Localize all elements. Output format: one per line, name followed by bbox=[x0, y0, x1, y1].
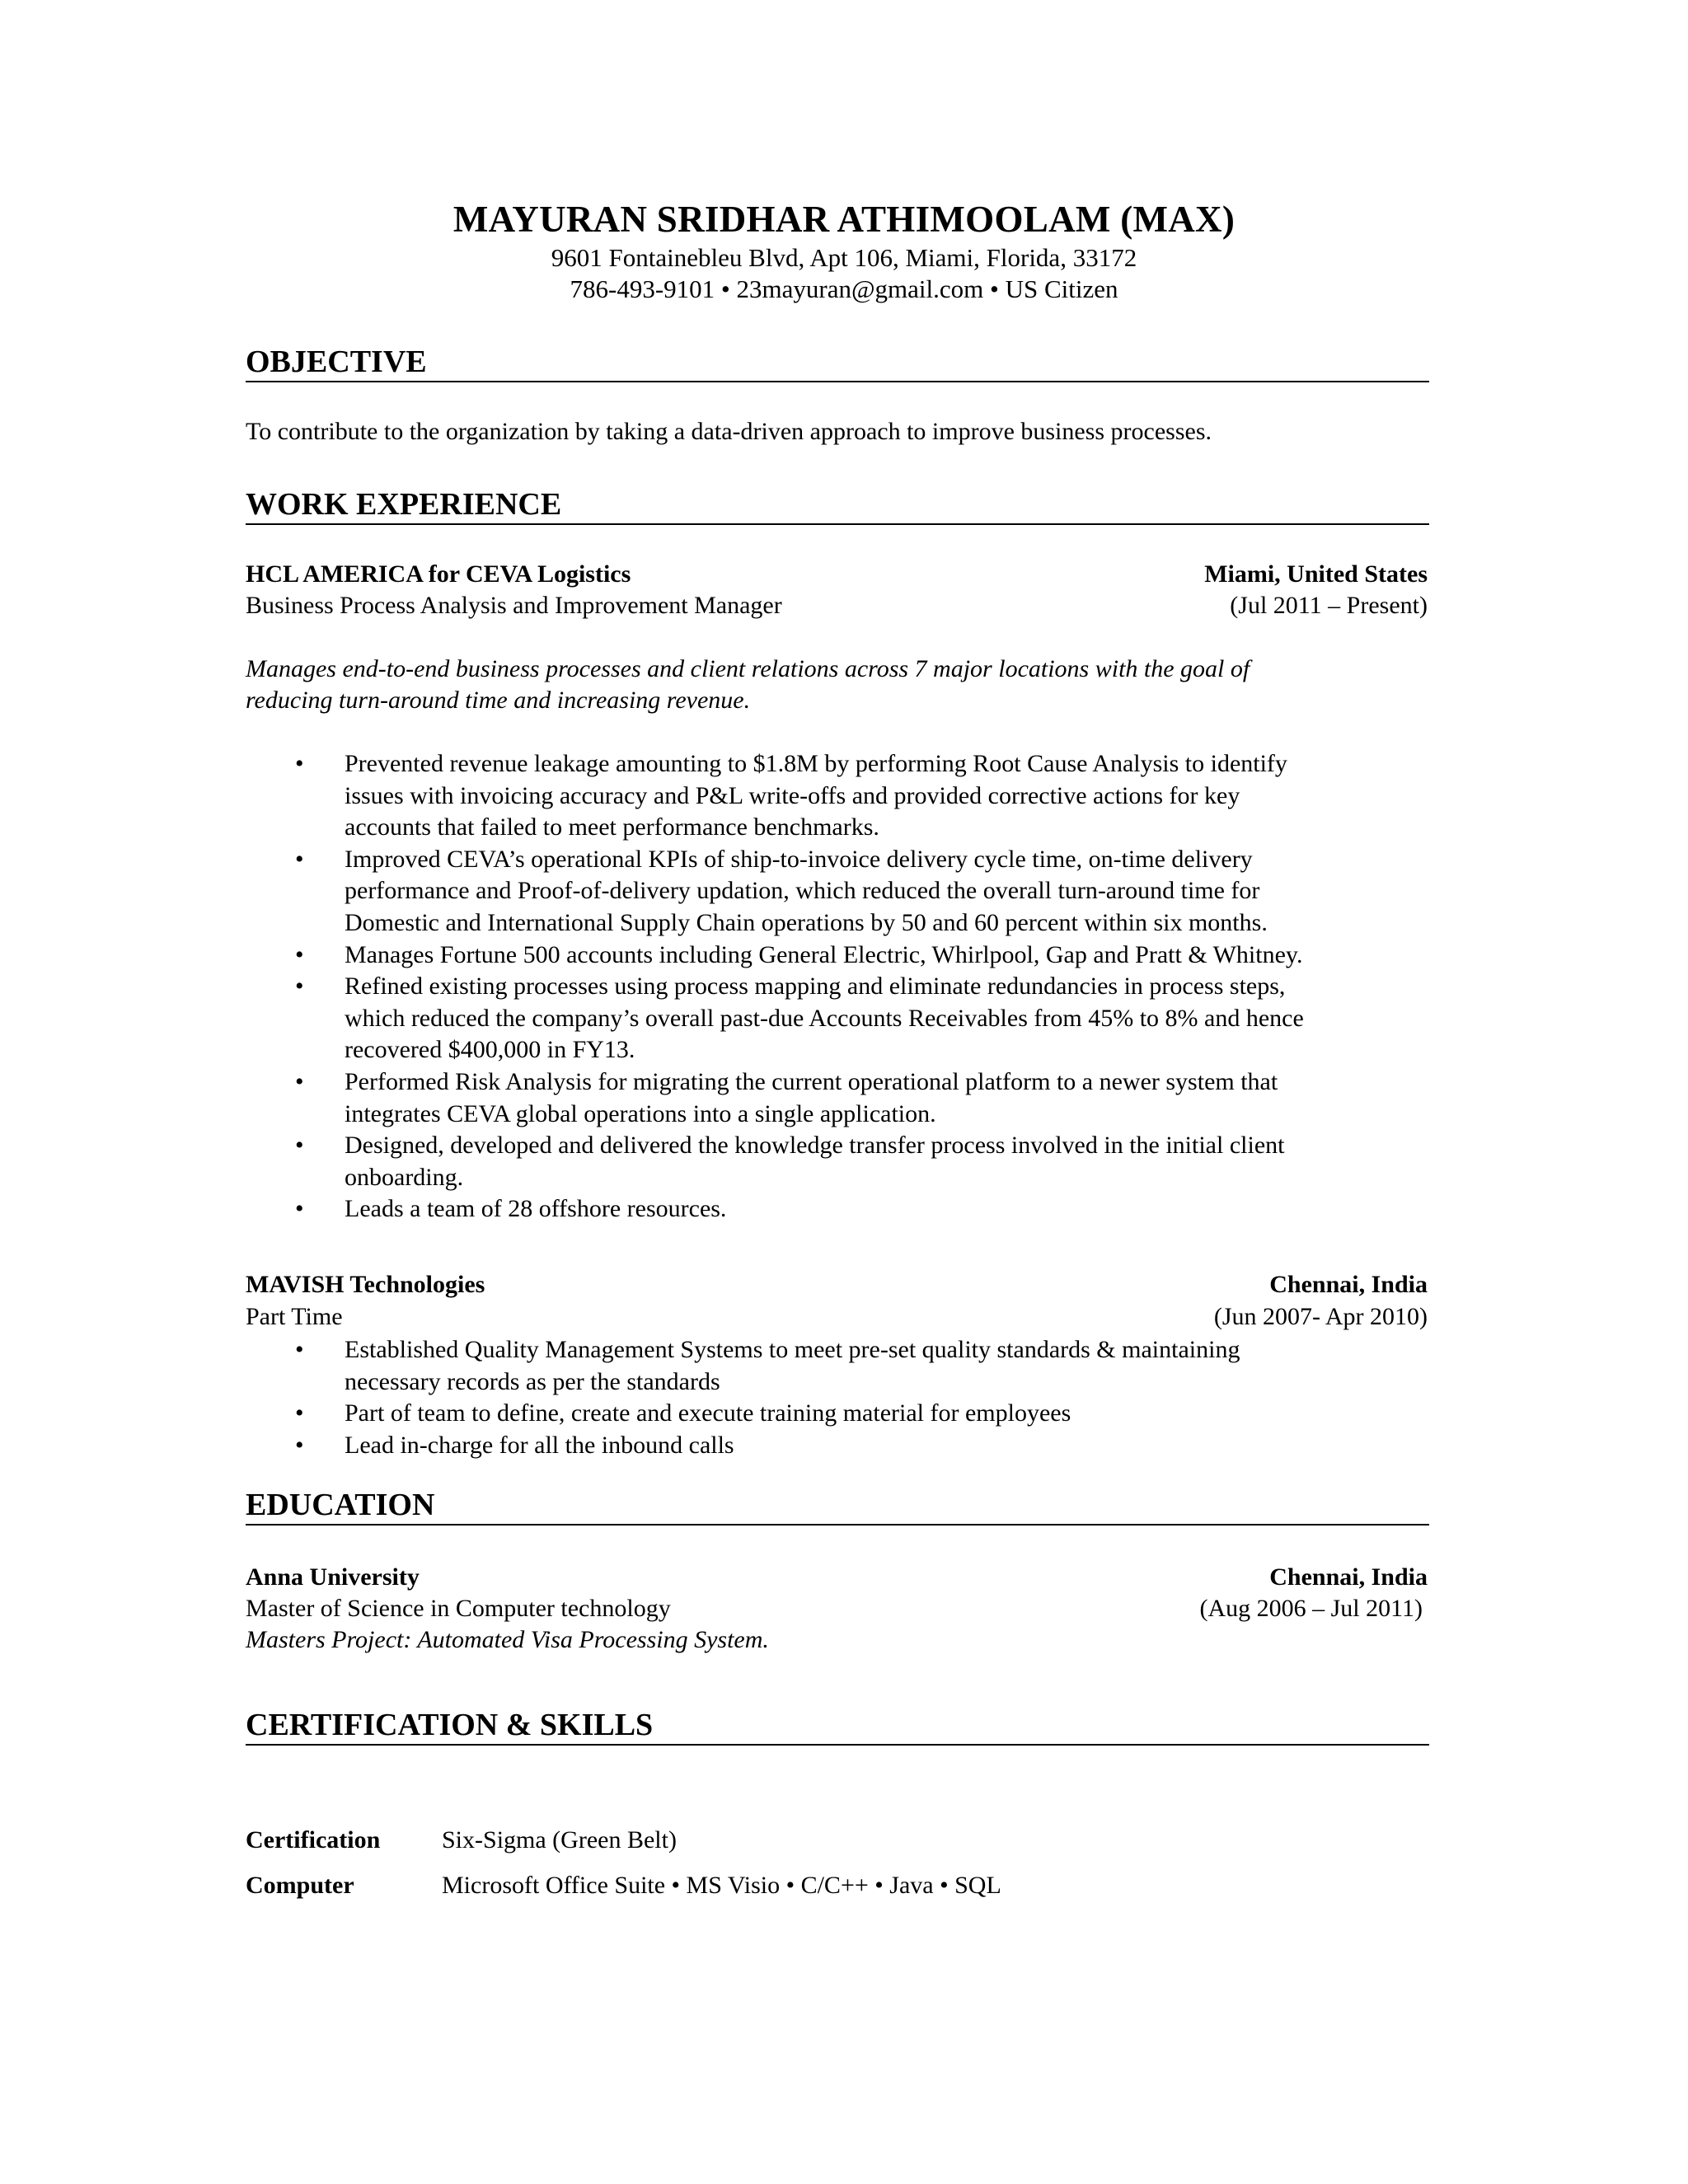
masters-project: Masters Project: Automated Visa Processing System. bbox=[246, 1626, 769, 1653]
skills-heading: CERTIFICATION & SKILLS bbox=[246, 1706, 1429, 1746]
list-item: • Lead in-charge for all the inbound calls bbox=[246, 1430, 1432, 1462]
bullet-icon: • bbox=[295, 972, 304, 1001]
objective-heading: OBJECTIVE bbox=[246, 343, 1429, 382]
school-location: Chennai, India bbox=[1269, 1563, 1428, 1591]
bullet-icon: • bbox=[295, 1336, 304, 1363]
list-item: • Designed, developed and delivered the knowledge transfer process involved in the initial client onboarding. bbox=[295, 1132, 1285, 1191]
list-item: • Prevented revenue leakage amounting to $1.8M by performing Root Cause Analysis to identify issues with invoicing accuracy and P&L write-offs and provided corrective actions for key accounts that failed to meet performance benchmarks. bbox=[295, 750, 1287, 841]
work-experience-heading: WORK EXPERIENCE bbox=[246, 485, 1429, 525]
candidate-name: MAYURAN SRIDHAR ATHIMOOLAM (MAX) bbox=[452, 199, 1236, 240]
company-name: HCL AMERICA for CEVA Logistics bbox=[246, 560, 631, 588]
list-item: • Part of team to define, create and execute training material for employees bbox=[246, 1398, 1432, 1430]
list-item: • Leads a team of 28 offshore resources. bbox=[246, 1193, 1432, 1226]
contact-line: 786-493-9101 • 23mayuran@gmail.com • US Citizen bbox=[570, 274, 1118, 303]
job-summary-line-2: reducing turn-around time and increasing revenue. bbox=[246, 687, 751, 714]
list-item: • Performed Risk Analysis for migrating the current operational platform to a newer system that integrates CEVA global operations into a single application. bbox=[295, 1067, 1278, 1127]
address-line: 9601 Fontainebleu Blvd, Apt 106, Miami, Florida, 33172 bbox=[551, 243, 1137, 272]
job-location: Miami, United States bbox=[1204, 560, 1428, 588]
education-dates: (Aug 2006 – Jul 2011) bbox=[1199, 1595, 1423, 1622]
bullet-icon: • bbox=[295, 750, 304, 777]
list-item: • Improved CEVA’s operational KPIs of ship-to-invoice delivery cycle time, on-time delivery performance and Proof-of-delivery updation, which reduced the overall turn-around time for Domestic and International Supply Chain operations by 50 and 60 percent within six months. bbox=[295, 845, 1268, 936]
job-title: Business Process Analysis and Improvement Manager bbox=[246, 592, 782, 619]
degree: Master of Science in Computer technology bbox=[246, 1595, 671, 1622]
skill-value: Six-Sigma (Green Belt) bbox=[442, 1826, 677, 1854]
education-heading: EDUCATION bbox=[246, 1486, 1429, 1526]
bullet-icon: • bbox=[295, 1195, 304, 1223]
bullet-icon: • bbox=[295, 1132, 304, 1160]
job-dates: (Jul 2011 – Present) bbox=[1230, 592, 1428, 619]
list-item: • Established Quality Management Systems to meet pre-set quality standards & maintaining necessary records as per the standards bbox=[295, 1336, 1240, 1395]
skill-label: Computer bbox=[246, 1872, 354, 1899]
school-name: Anna University bbox=[246, 1563, 420, 1591]
mavish-bullet-list bbox=[246, 1334, 1432, 1461]
bullet-icon: • bbox=[295, 1067, 304, 1095]
skill-value: Microsoft Office Suite • MS Visio • C/C++ • Java • SQL bbox=[442, 1872, 1001, 1899]
job-summary-line-1: Manages end-to-end business processes and client relations across 7 major locations with the goal of bbox=[246, 655, 1250, 682]
bullet-icon: • bbox=[295, 1399, 304, 1427]
job-dates: (Jun 2007- Apr 2010) bbox=[1213, 1303, 1428, 1330]
bullet-icon: • bbox=[295, 1431, 304, 1459]
company-name: MAVISH Technologies bbox=[246, 1271, 485, 1298]
hcl-bullet-list bbox=[246, 748, 1432, 1226]
bullet-icon: • bbox=[295, 940, 304, 968]
bullet-icon: • bbox=[295, 845, 304, 873]
resume-header bbox=[0, 196, 1688, 305]
job-title: Part Time bbox=[246, 1303, 343, 1330]
list-item: • Refined existing processes using process mapping and eliminate redundancies in process steps, which reduced the company’s overall past-due Accounts Receivables from 45% to 8% and hence recovered $400,000 in FY13. bbox=[295, 972, 1304, 1064]
skill-label: Certification bbox=[246, 1826, 381, 1854]
objective-text: To contribute to the organization by taking a data-driven approach to improve business processes. bbox=[246, 418, 1212, 445]
list-item: • Manages Fortune 500 accounts including General Electric, Whirlpool, Gap and Pratt & Whitney. bbox=[246, 940, 1432, 972]
job-location: Chennai, India bbox=[1269, 1271, 1428, 1298]
